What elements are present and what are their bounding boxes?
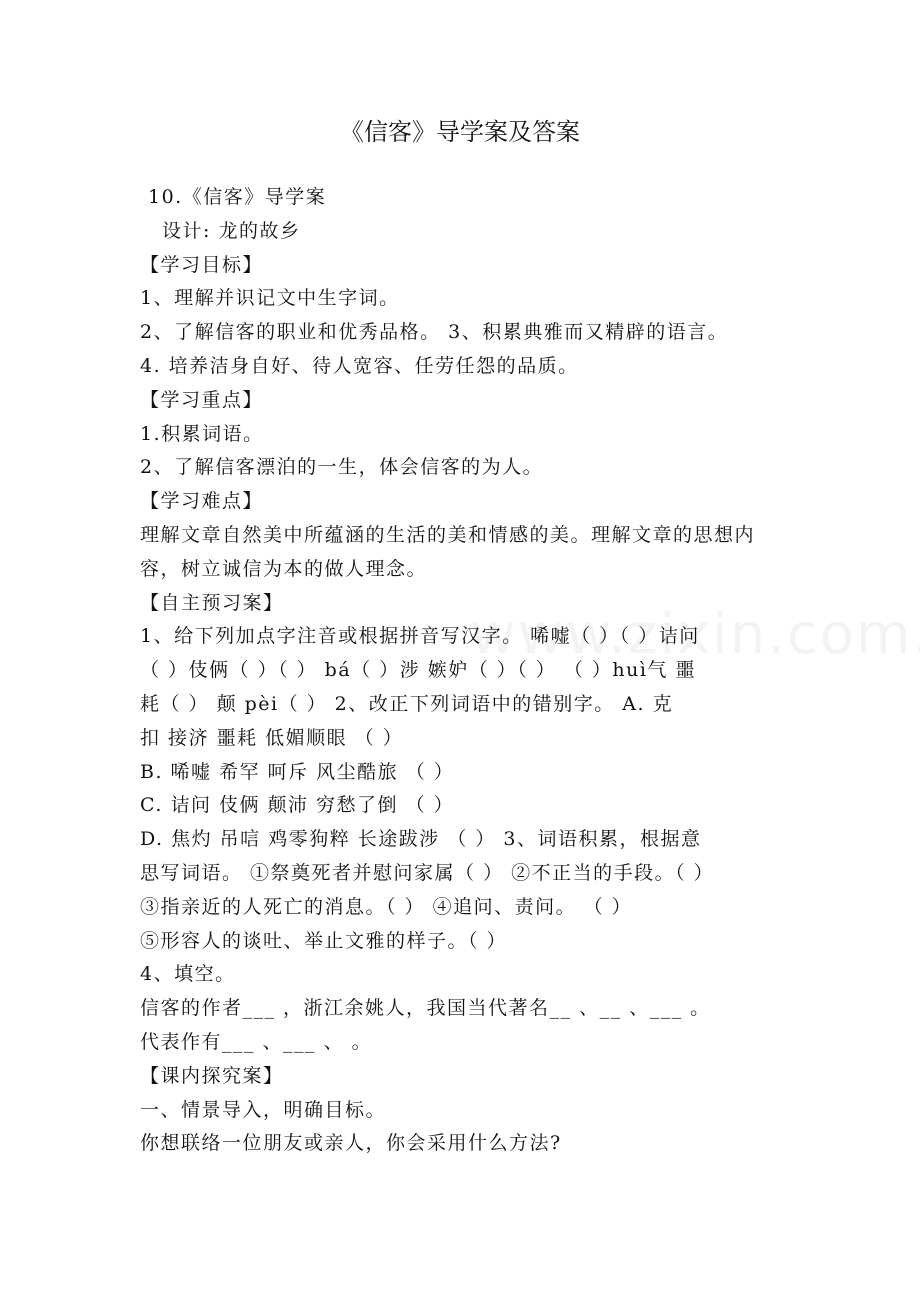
exercise-line: 信客的作者___ ，浙江余姚人，我国当代著名__ 、__ 、___ 。 [140,997,711,1020]
lesson-heading: 10.《信客》导学案 [148,186,327,208]
difficulty-line: 理解文章自然美中所蕴涵的生活的美和情感的美。理解文章的思想内 [140,523,756,546]
inquiry-line: 一、情景导入，明确目标。 [140,1098,387,1121]
objective-line: 1、理解并识记文中生字词。 [140,287,400,310]
document-body [140,181,800,1161]
key-point-line: 2、了解信客漂泊的一生，体会信客的为人。 [140,456,544,479]
exercise-line: 耗（ ） 颠 pèi（ ） 2、改正下列词语中的错别字。 A. 克 [140,692,674,715]
exercise-line: ⑤形容人的谈吐、举止文雅的样子。（ ） [140,929,508,952]
key-point-line: 1.积累词语。 [140,422,264,445]
objective-line: 4. 培养洁身自好、待人宽容、任劳任怨的品质。 [140,354,579,377]
section-heading-difficulties: 【学习难点】 [140,490,264,513]
exercise-line: D. 焦灼 吊唁 鸡零狗粹 长途跋涉 （ ） 3、词语积累，根据意 [140,828,702,851]
exercise-line: B. 唏嘘 希罕 呵斥 风尘酷旅 （ ） [140,760,455,783]
exercise-line: C. 诘问 伎俩 颠沛 穷愁了倒 （ ） [140,794,455,817]
designer-line: 设计: 龙的故乡 [162,219,301,242]
section-heading-key-points: 【学习重点】 [140,388,264,411]
exercise-line: 扣 接济 噩耗 低媚顺眼 （ ） [140,726,404,749]
exercise-line: 1、给下列加点字注音或根据拼音写汉字。 唏嘘（ ）（ ）诘问 [140,625,700,648]
objective-line: 2、了解信客的职业和优秀品格。 3、积累典雅而又精辟的语言。 [140,321,729,344]
section-heading-objectives: 【学习目标】 [140,253,264,276]
exercise-line: 代表作有___ 、___ 、 。 [140,1030,373,1053]
inquiry-line: 你想联络一位朋友或亲人，你会采用什么方法? [140,1132,562,1155]
exercise-line: （ ）伎俩（ ）（ ） bá（ ）涉 嫉妒（ ）（ ） （ ）huì气 噩 [140,659,696,682]
difficulty-line: 容，树立诚信为本的做人理念。 [140,557,428,580]
section-heading-inquiry: 【课内探究案】 [140,1064,284,1087]
exercise-line: 4、填空。 [140,963,236,986]
exercise-line: ③指亲近的人死亡的消息。（ ） ④追问、责问。 （ ） [140,895,633,918]
exercise-line: 思写词语。 ①祭奠死者并慰问家属（ ） ②不正当的手段。（ ） [140,861,715,884]
section-heading-preview: 【自主预习案】 [140,591,284,614]
document-title: 《信客》导学案及答案 [340,118,580,146]
